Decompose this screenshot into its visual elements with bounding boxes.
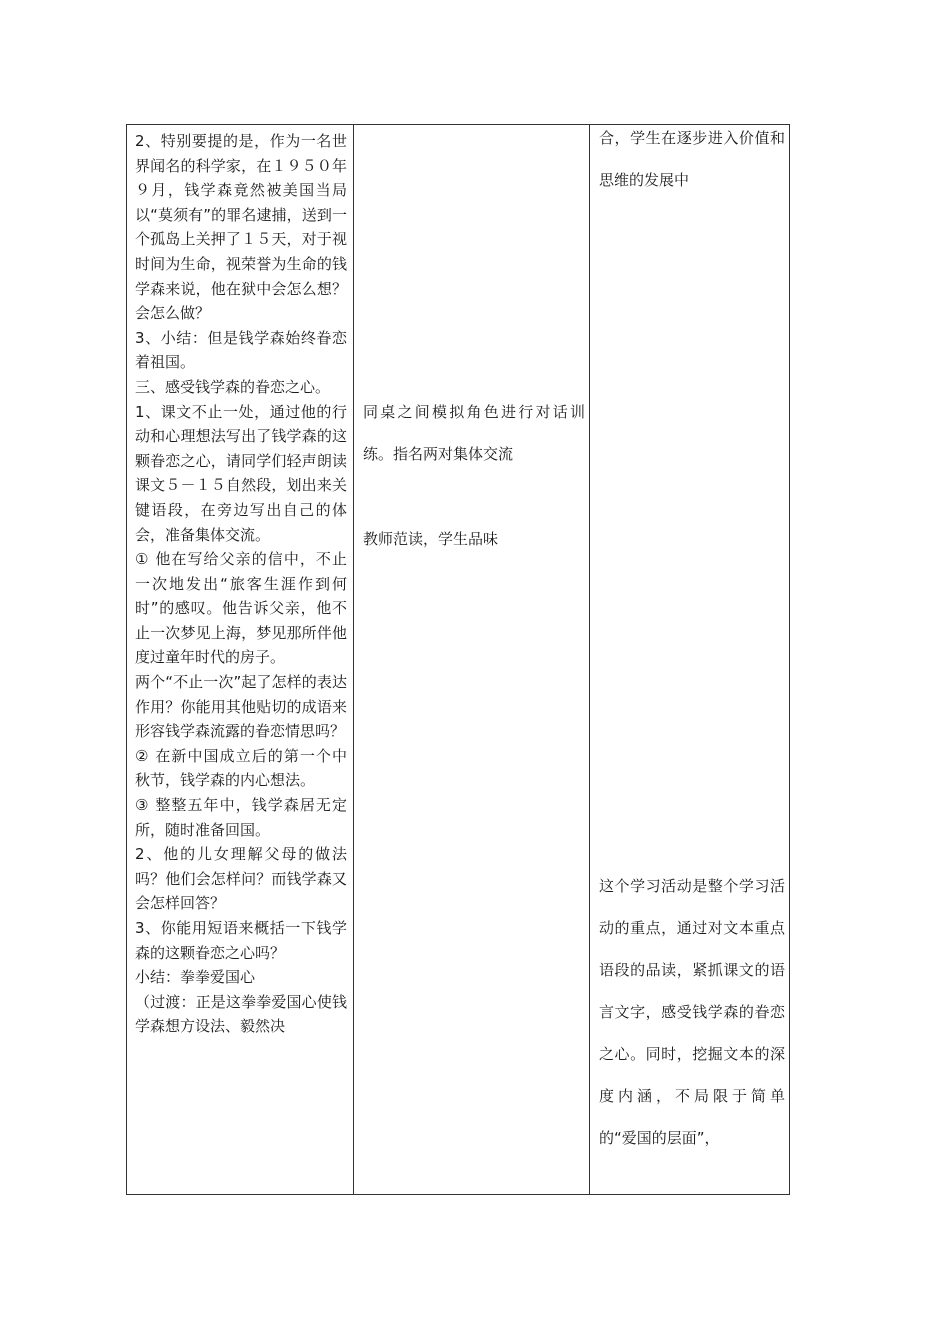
paragraph: 2、他的儿女理解父母的做法吗？他们会怎样问？而钱学森又会怎样回答？ — [135, 845, 347, 913]
activity-note-reading: 教师范读，学生品味 — [363, 530, 499, 548]
paragraph: 两个“不止一次”起了怎样的表达作用？你能用其他贴切的成语来形容钱学森流露的眷恋情思吗？ — [135, 673, 347, 741]
paragraph: 1、课文不止一处，通过他的行动和心理想法写出了钱学森的这颗眷恋之心，请同学们轻声朗读课文５－１５自然段，划出来关键语段，在旁边写出自己的体会，准备集体交流。 — [135, 402, 347, 544]
lesson-plan-table — [126, 124, 790, 1195]
paragraph: （过渡：正是这拳拳爱国心使钱学森想方设法、毅然决 — [135, 992, 347, 1036]
intent-note-continued: 合，学生在逐步进入价值和思维的发展中 — [599, 129, 785, 189]
activity-note-dialogue: 同桌之间模拟角色进行对话训练。指名两对集体交流 — [363, 403, 585, 463]
column-divider-2 — [589, 125, 590, 1194]
paragraph: 3、你能用短语来概括一下钱学森的这颗眷恋之心吗？ — [135, 919, 347, 962]
paragraph: 小结：拳拳爱国心 — [135, 968, 256, 987]
paragraph: 2、特别要提的是，作为一名世界闻名的科学家，在１９５０年９月，钱学森竟然被美国当局以“莫须有”的罪名逮捕，送到一个孤岛上关押了１５天，对于视时间为生命，视荣誉为生命的钱学森来说，他在狱中会怎么想？会怎么做？ — [135, 132, 347, 323]
paragraph: 三、感受钱学森的眷恋之心。 — [135, 377, 331, 396]
paragraph: ① 他在写给父亲的信中，不止一次地发出“旅客生涯作到何时”的感叹。他告诉父亲，他不止一次梦见上海，梦见那所伴他度过童年时代的房子。 — [135, 550, 347, 667]
paragraph: ③ 整整五年中，钱学森居无定所，随时准备回国。 — [135, 796, 347, 839]
teaching-process-column — [135, 129, 347, 1039]
column-divider-1 — [353, 125, 354, 1194]
intent-note-key-activity: 这个学习活动是整个学习活动的重点，通过对文本重点语段的品读，紧抓课文的语言文字，感受钱学森的眷恋之心。同时，挖掘文本的深度内涵，不局限于简单的“爱国的层面”， — [599, 877, 785, 1147]
paragraph: 3、小结：但是钱学森始终眷恋着祖国。 — [135, 328, 347, 372]
paragraph: ② 在新中国成立后的第一个中秋节，钱学森的内心想法。 — [135, 746, 347, 790]
